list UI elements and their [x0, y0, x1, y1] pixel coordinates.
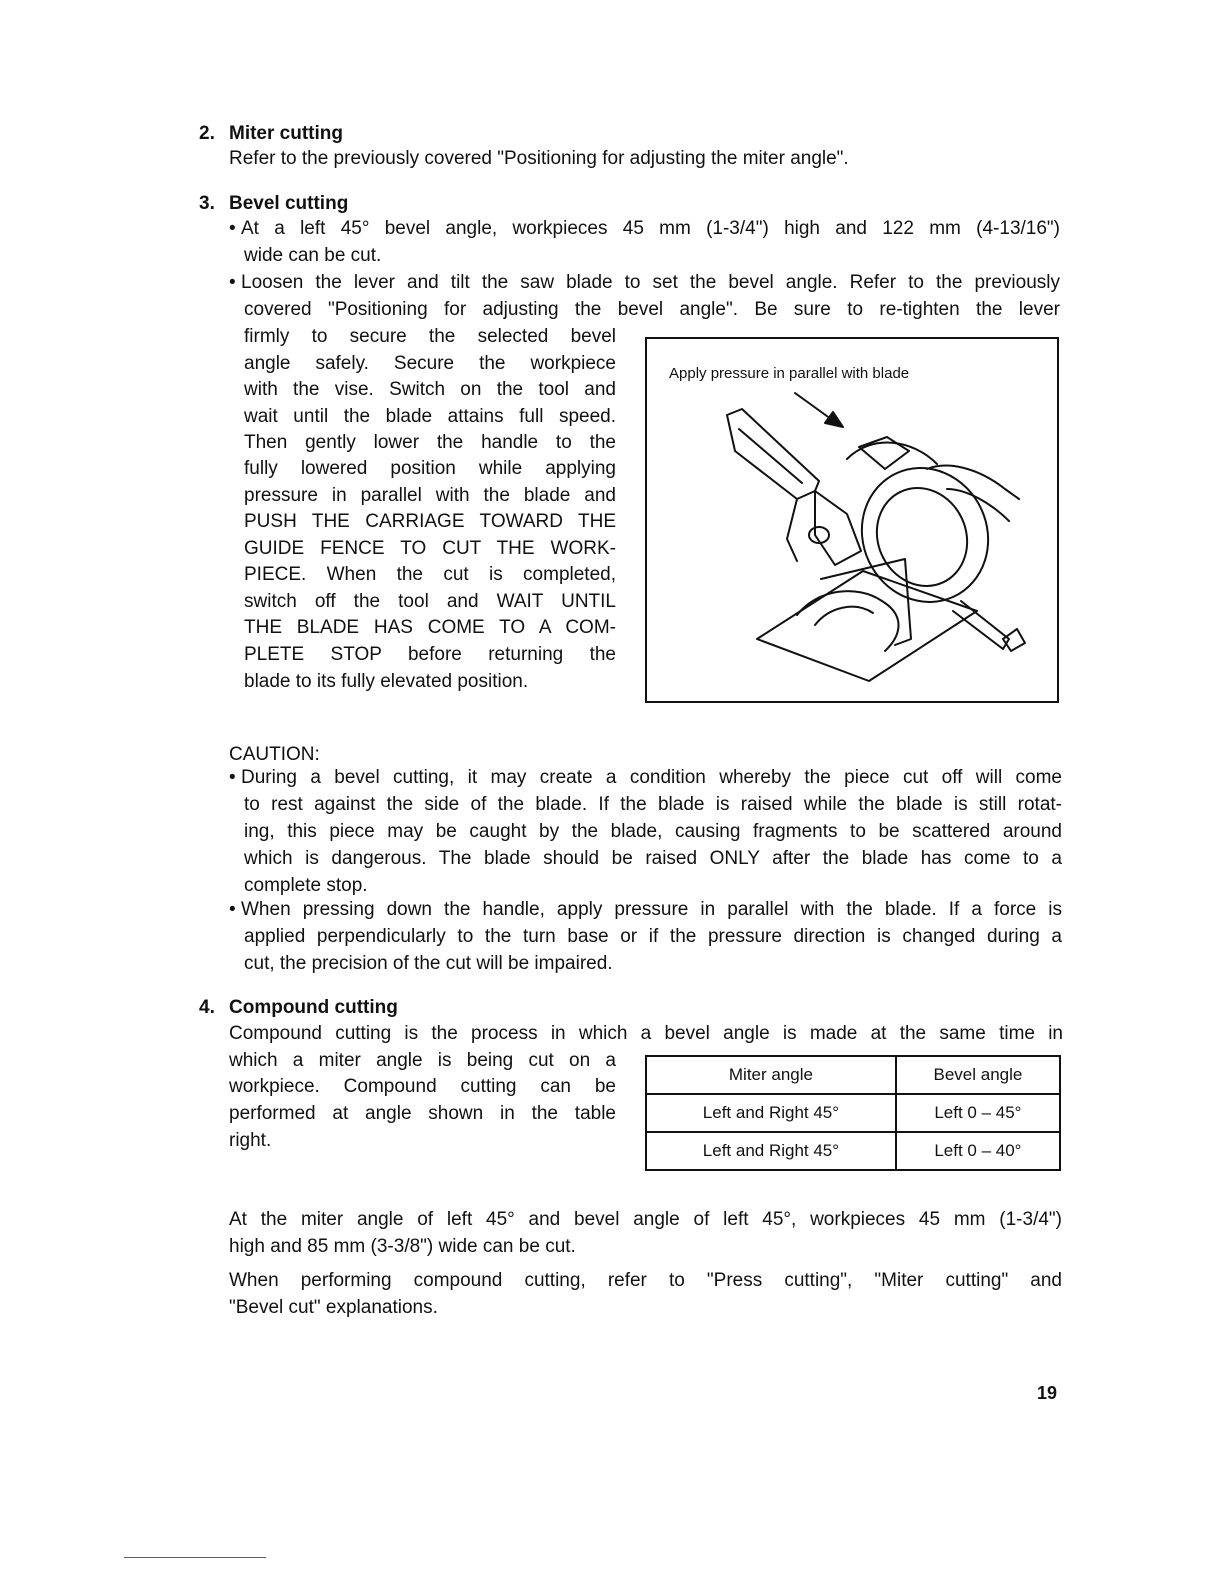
- table-header-row: [646, 1056, 1060, 1094]
- section-text: Refer to the previously covered "Positioning for adjusting the miter angle".: [229, 148, 849, 169]
- paragraph-line: right.: [229, 1130, 272, 1151]
- paragraph-line: blade to its fully elevated position.: [244, 671, 529, 692]
- bullet-glyph: •: [229, 899, 236, 920]
- paragraph-line: high and 85 mm (3-3/8") wide can be cut.: [229, 1236, 576, 1257]
- paragraph-line: GUIDE FENCE TO CUT THE WORK-: [244, 538, 616, 559]
- caution-title: CAUTION:: [229, 744, 320, 765]
- section-heading-bevel-cutting: Bevel cutting: [229, 193, 349, 214]
- paragraph-line: Compound cutting is the process in which a bevel angle is made at the same time in: [229, 1023, 1063, 1044]
- table-cell: Left and Right 45°: [646, 1132, 896, 1170]
- figure-miter-saw: [645, 337, 1059, 703]
- paragraph-line: complete stop.: [244, 875, 368, 896]
- table-cell: Left 0 – 40°: [896, 1132, 1060, 1170]
- footer-rule: [124, 1557, 266, 1558]
- paragraph-line: During a bevel cutting, it may create a condition whereby the piece cut off will come: [241, 767, 1062, 788]
- paragraph-line: covered "Positioning for adjusting the bevel angle". Be sure to re-tighten the lever: [244, 299, 1060, 320]
- angle-table: [645, 1055, 1061, 1171]
- paragraph-line: which a miter angle is being cut on a: [229, 1050, 616, 1071]
- paragraph-line: to rest against the side of the blade. If the blade is raised while the blade is still rotat-: [244, 794, 1062, 815]
- paragraph-line: When pressing down the handle, apply pressure in parallel with the blade. If a force is: [241, 899, 1062, 920]
- table-cell: Left 0 – 45°: [896, 1094, 1060, 1132]
- paragraph-line: ing, this piece may be caught by the blade, causing fragments to be scattered around: [244, 821, 1062, 842]
- section-heading-miter-cutting: Miter cutting: [229, 123, 343, 144]
- section-number: 3.: [199, 193, 215, 214]
- section-number: 4.: [199, 997, 215, 1018]
- page-number: 19: [1037, 1383, 1058, 1403]
- paragraph-line: angle safely. Secure the workpiece: [244, 353, 616, 374]
- table-header-cell: Bevel angle: [896, 1056, 1060, 1094]
- paragraph-line: firmly to secure the selected bevel: [244, 326, 616, 347]
- paragraph-line: pressure in parallel with the blade and: [244, 485, 616, 506]
- table-cell: Left and Right 45°: [646, 1094, 896, 1132]
- paragraph-line: PUSH THE CARRIAGE TOWARD THE: [244, 511, 616, 532]
- paragraph-line: Then gently lower the handle to the: [244, 432, 616, 453]
- table-row: [646, 1132, 1060, 1170]
- section-heading-compound-cutting: Compound cutting: [229, 997, 398, 1018]
- section-number: 2.: [199, 123, 215, 144]
- miter-saw-illustration: [647, 339, 1057, 701]
- paragraph-line: fully lowered position while applying: [244, 458, 616, 479]
- paragraph-line: which is dangerous. The blade should be raised ONLY after the blade has come to a: [244, 848, 1062, 869]
- paragraph-line: wide can be cut.: [244, 245, 382, 266]
- paragraph-line: switch off the tool and WAIT UNTIL: [244, 591, 616, 612]
- paragraph-line: PIECE. When the cut is completed,: [244, 564, 616, 585]
- table-row: [646, 1094, 1060, 1132]
- paragraph-line: Loosen the lever and tilt the saw blade to set the bevel angle. Refer to the previously: [241, 272, 1060, 293]
- paragraph-line: cut, the precision of the cut will be impaired.: [244, 953, 613, 974]
- paragraph-line: with the vise. Switch on the tool and: [244, 379, 616, 400]
- paragraph-line: performed at angle shown in the table: [229, 1103, 616, 1124]
- paragraph-line: At the miter angle of left 45° and bevel angle of left 45°, workpieces 45 mm (1-3/4"): [229, 1209, 1062, 1230]
- paragraph-line: At a left 45° bevel angle, workpieces 45 mm (1-3/4") high and 122 mm (4-13/16"): [241, 218, 1060, 239]
- bullet-glyph: •: [229, 767, 236, 788]
- paragraph-line: workpiece. Compound cutting can be: [229, 1076, 616, 1097]
- table-header-cell: Miter angle: [646, 1056, 896, 1094]
- bullet-glyph: •: [229, 218, 236, 239]
- paragraph-line: PLETE STOP before returning the: [244, 644, 616, 665]
- figure-caption: Apply pressure in parallel with blade: [669, 365, 910, 382]
- paragraph-line: When performing compound cutting, refer to "Press cutting", "Miter cutting" and: [229, 1270, 1062, 1291]
- paragraph-line: applied perpendicularly to the turn base or if the pressure direction is changed during a: [244, 926, 1062, 947]
- bullet-glyph: •: [229, 272, 236, 293]
- paragraph-line: "Bevel cut" explanations.: [229, 1297, 438, 1318]
- paragraph-line: THE BLADE HAS COME TO A COM-: [244, 617, 616, 638]
- paragraph-line: wait until the blade attains full speed.: [244, 406, 616, 427]
